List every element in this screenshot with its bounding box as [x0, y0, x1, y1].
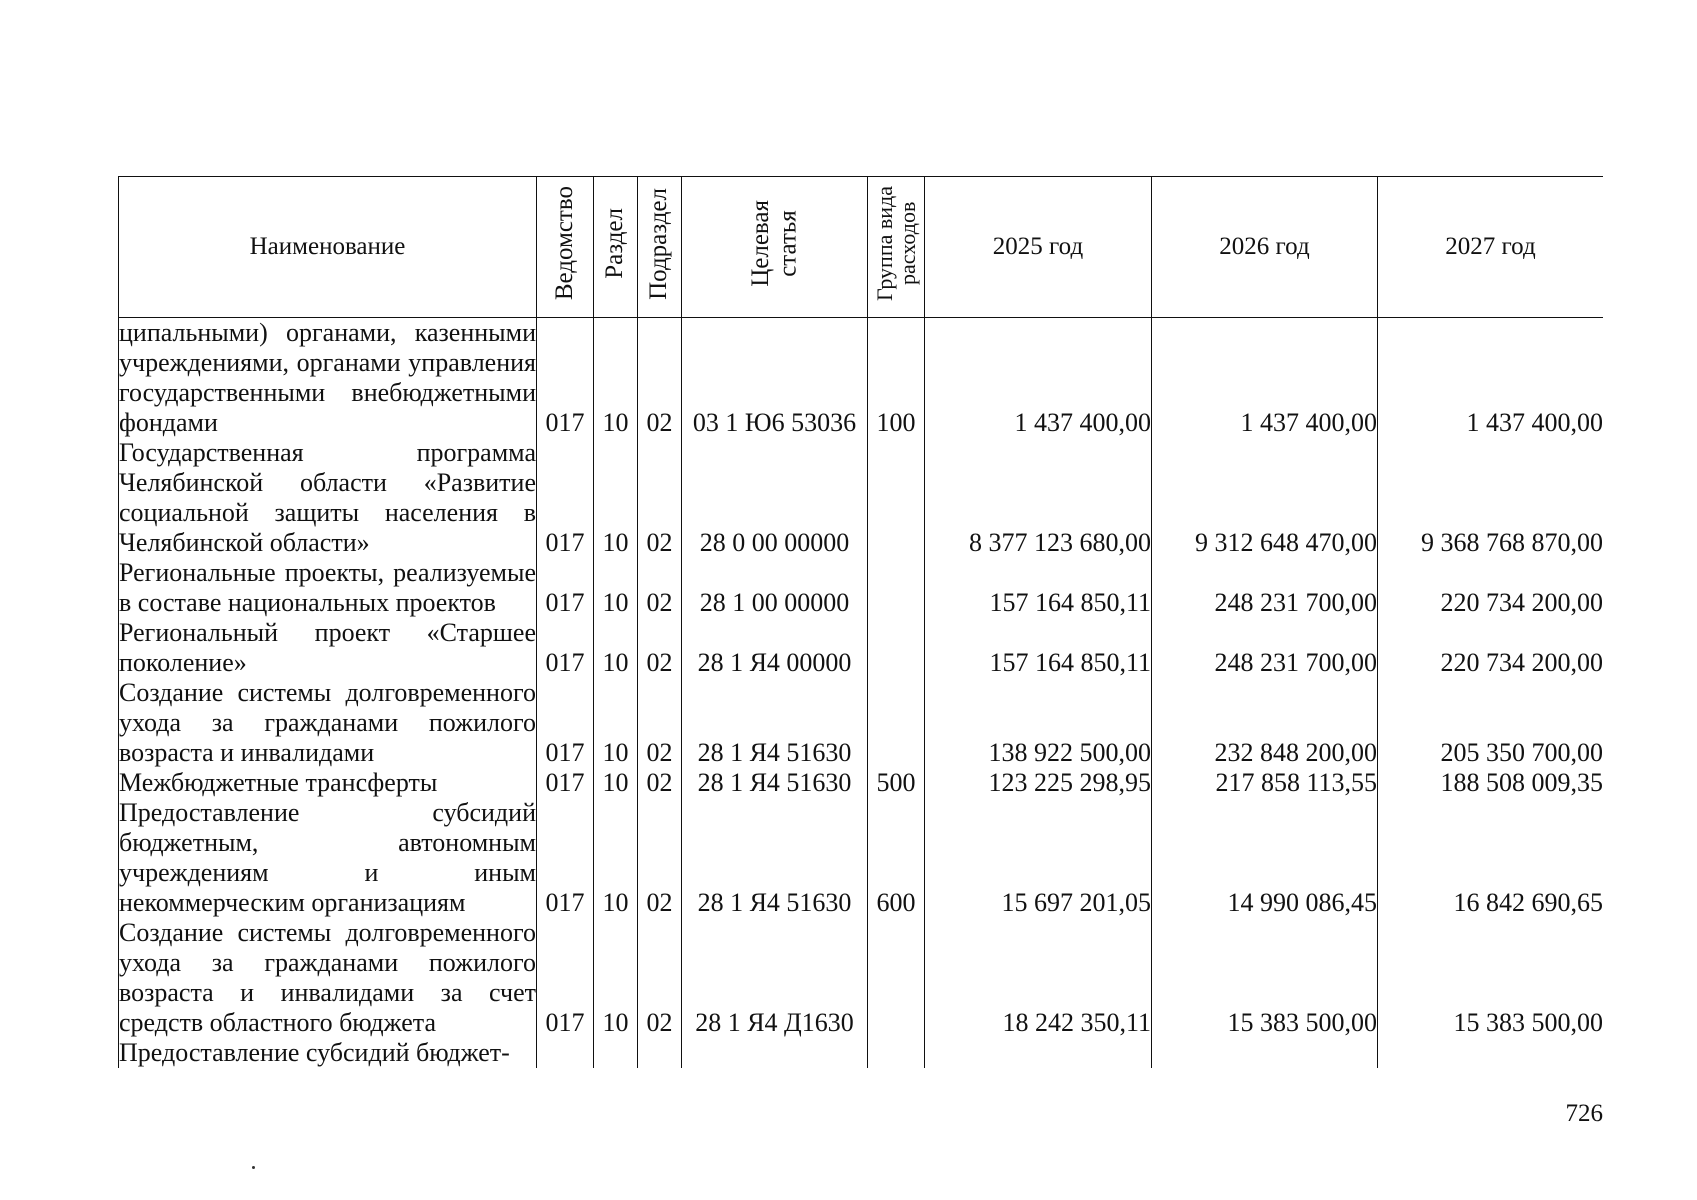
row-vedomstvo: 017: [537, 678, 594, 768]
row-podrazdel: 02: [638, 618, 682, 678]
row-target: 28 1 Я4 51630: [682, 678, 868, 768]
table-row: [119, 438, 1604, 558]
row-razdel: [594, 1038, 638, 1068]
table-row: [119, 678, 1604, 768]
row-2027: 205 350 700,00: [1378, 678, 1604, 768]
row-vedomstvo: 017: [537, 918, 594, 1038]
stray-dot: [252, 1166, 255, 1169]
table-row: [119, 318, 1604, 439]
table-row: [119, 768, 1604, 798]
row-name: Создание системы долговременного ухода за гражданами пожилого возраста и инвалидами: [119, 678, 536, 767]
row-group: [868, 438, 925, 558]
row-razdel: 10: [594, 318, 638, 439]
row-target: 28 1 Я4 00000: [682, 618, 868, 678]
row-group: [868, 558, 925, 618]
header-2027: 2027 год: [1378, 177, 1604, 318]
row-podrazdel: 02: [638, 558, 682, 618]
header-podrazdel: Подраздел: [638, 177, 682, 318]
row-group: [868, 1038, 925, 1068]
row-razdel: 10: [594, 768, 638, 798]
row-podrazdel: 02: [638, 438, 682, 558]
row-target: 28 1 00 00000: [682, 558, 868, 618]
row-name: Предоставление субсидий бюджетным, автономным учреждениям и иным некоммерческим организациям: [119, 798, 536, 917]
row-name: Создание системы долговременного ухода за гражданами пожилого возраста и инвалидами за счет средств областного бюджета: [119, 918, 536, 1037]
row-vedomstvo: 017: [537, 438, 594, 558]
row-2026: 248 231 700,00: [1152, 618, 1378, 678]
row-podrazdel: 02: [638, 918, 682, 1038]
header-target-article: Целевая статья: [682, 177, 868, 318]
row-razdel: 10: [594, 678, 638, 768]
row-vedomstvo: 017: [537, 798, 594, 918]
row-2026: 1 437 400,00: [1152, 318, 1378, 439]
row-podrazdel: 02: [638, 318, 682, 439]
row-group: 600: [868, 798, 925, 918]
row-target: 28 1 Я4 51630: [682, 798, 868, 918]
row-2026: [1152, 1038, 1378, 1068]
page-number: 726: [1565, 1100, 1603, 1127]
row-podrazdel: 02: [638, 768, 682, 798]
row-podrazdel: 02: [638, 678, 682, 768]
row-group: [868, 618, 925, 678]
row-target: 28 0 00 00000: [682, 438, 868, 558]
table-row: [119, 918, 1604, 1038]
header-2026: 2026 год: [1152, 177, 1378, 318]
row-2027: 15 383 500,00: [1378, 918, 1604, 1038]
row-vedomstvo: 017: [537, 768, 594, 798]
row-podrazdel: 02: [638, 798, 682, 918]
row-2025: [925, 1038, 1152, 1068]
row-target: 03 1 Ю6 53036: [682, 318, 868, 439]
row-2025: 157 164 850,11: [925, 558, 1152, 618]
table-row: [119, 558, 1604, 618]
row-2026: 15 383 500,00: [1152, 918, 1378, 1038]
row-group: 500: [868, 768, 925, 798]
row-razdel: 10: [594, 558, 638, 618]
row-2025: 8 377 123 680,00: [925, 438, 1152, 558]
row-vedomstvo: 017: [537, 618, 594, 678]
row-2027: 220 734 200,00: [1378, 618, 1604, 678]
row-2026: 248 231 700,00: [1152, 558, 1378, 618]
row-name: Региональный проект «Старшее поколение»: [119, 618, 536, 677]
row-razdel: 10: [594, 918, 638, 1038]
row-name: ципальными) органами, казенными учреждениями, органами управления государственными внебюджетными фондами: [119, 318, 536, 437]
table-row: [119, 618, 1604, 678]
row-2027: 16 842 690,65: [1378, 798, 1604, 918]
row-name: Предоставление субсидий бюджет-: [119, 1038, 537, 1068]
row-razdel: 10: [594, 438, 638, 558]
row-vedomstvo: 017: [537, 318, 594, 439]
row-2027: 9 368 768 870,00: [1378, 438, 1604, 558]
table-row: [119, 1038, 1604, 1068]
row-2025: 157 164 850,11: [925, 618, 1152, 678]
row-podrazdel: [638, 1038, 682, 1068]
header-expense-group: Группа вида расходов: [868, 177, 925, 318]
row-2025: 123 225 298,95: [925, 768, 1152, 798]
row-target: 28 1 Я4 51630: [682, 768, 868, 798]
header-razdel: Раздел: [594, 177, 638, 318]
row-name: Региональные проекты, реализуемые в составе национальных проектов: [119, 558, 536, 617]
budget-table: [118, 176, 1603, 1068]
row-2027: 220 734 200,00: [1378, 558, 1604, 618]
row-2025: 138 922 500,00: [925, 678, 1152, 768]
row-2027: 188 508 009,35: [1378, 768, 1604, 798]
header-name: Наименование: [119, 177, 537, 318]
row-2027: 1 437 400,00: [1378, 318, 1604, 439]
row-2026: 14 990 086,45: [1152, 798, 1378, 918]
row-group: [868, 918, 925, 1038]
row-name: Межбюджетные трансферты: [119, 768, 537, 798]
row-2027: [1378, 1038, 1604, 1068]
row-target: 28 1 Я4 Д1630: [682, 918, 868, 1038]
row-2026: 9 312 648 470,00: [1152, 438, 1378, 558]
table-row: [119, 798, 1604, 918]
row-group: [868, 678, 925, 768]
row-2026: 232 848 200,00: [1152, 678, 1378, 768]
row-2025: 1 437 400,00: [925, 318, 1152, 439]
row-2026: 217 858 113,55: [1152, 768, 1378, 798]
header-vedomstvo: Ведомство: [537, 177, 594, 318]
row-name: Государственная программа Челябинской области «Развитие социальной защиты населения в Челябинской области»: [119, 438, 536, 557]
row-target: [682, 1038, 868, 1068]
row-group: 100: [868, 318, 925, 439]
row-vedomstvo: [537, 1038, 594, 1068]
budget-document: [118, 176, 1603, 1104]
row-razdel: 10: [594, 618, 638, 678]
row-razdel: 10: [594, 798, 638, 918]
row-2025: 15 697 201,05: [925, 798, 1152, 918]
row-2025: 18 242 350,11: [925, 918, 1152, 1038]
row-vedomstvo: 017: [537, 558, 594, 618]
header-2025: 2025 год: [925, 177, 1152, 318]
header-row: [119, 177, 1604, 318]
